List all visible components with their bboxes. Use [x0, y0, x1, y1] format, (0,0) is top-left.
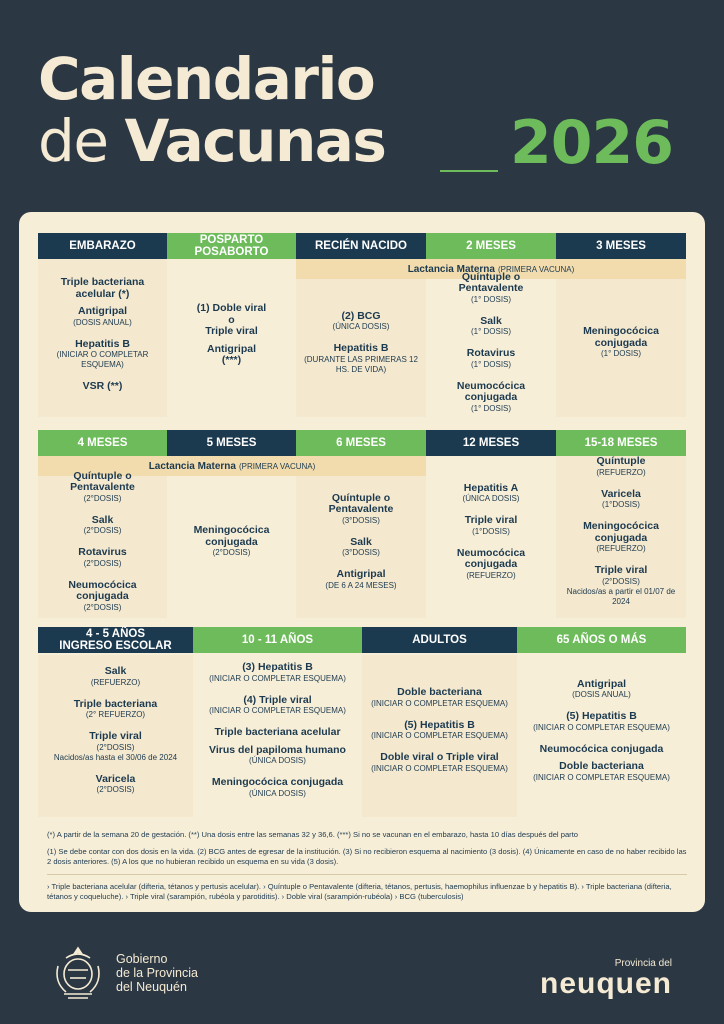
- vaccine-dose: (2° REFUERZO): [85, 710, 146, 719]
- vaccine-name: Triple bacteriana: [73, 697, 158, 710]
- header-5-meses: 5 MESES: [167, 430, 296, 456]
- vaccine-item: [342, 537, 380, 564]
- vaccine-name: Doble viral o Triple viral: [380, 751, 499, 764]
- vaccine-item: [54, 731, 177, 768]
- vaccine-name: (3) Hepatitis B: [242, 661, 313, 674]
- header-2-meses: 2 MESES: [426, 233, 556, 259]
- vaccine-dose: (2°DOSIS): [83, 558, 122, 568]
- vaccine-name: Antigripal (***): [207, 342, 256, 367]
- vaccine-item: [209, 662, 346, 689]
- province-logo: [540, 958, 672, 999]
- vaccine-dose: (2°DOSIS): [83, 493, 122, 503]
- vaccine-name: Salk: [350, 535, 372, 548]
- vaccine-dose: (INICIAR O COMPLETAR ESQUEMA): [533, 772, 670, 782]
- vaccine-item: [533, 761, 670, 788]
- title-line-2: [38, 107, 386, 175]
- vaccine-item: [44, 580, 161, 618]
- vaccine-item: [601, 489, 641, 516]
- vaccine-item: [432, 548, 550, 586]
- vaccine-dose: (1° DOSIS): [470, 294, 512, 304]
- vaccine-dose: (INICIAR O COMPLETAR ESQUEMA): [371, 698, 508, 708]
- vaccine-item: [212, 777, 343, 804]
- vaccine-dose: (2°DOSIS): [212, 548, 251, 557]
- government-logo: [52, 944, 198, 1002]
- header-adultos: ADULTOS: [362, 627, 517, 653]
- vaccine-name: Triple viral: [89, 730, 142, 742]
- vaccine-item: [209, 745, 346, 772]
- vaccine-dose: (DURANTE LAS PRIMERAS 12 HS. DE VIDA): [304, 354, 418, 374]
- vaccine-item: [371, 687, 508, 714]
- vaccine-dose: (ÚNICA DOSIS): [249, 756, 306, 766]
- vaccine-name: (4) Triple viral: [243, 693, 312, 706]
- title-vacunas: Vacunas: [124, 107, 386, 175]
- vaccine-item: [78, 547, 126, 574]
- note-2: (1) Se debe contar con dos dosis en la vida. (2) BCG antes de egresar de la institución. (3) Si no recibieron esquema al nacimiento (3 dosis). (4) Únicamente en caso de no haber recibido las 2 dosis anteriores. (5) A los que no hubieran recibido un esquema en su vida (3 dosis).: [47, 847, 687, 866]
- vaccine-dose: (ÚNICA DOSIS): [462, 494, 520, 503]
- vaccine-dose: (REFUERZO): [596, 467, 646, 477]
- vaccine-item: [173, 525, 290, 563]
- vaccine-item: [533, 711, 670, 738]
- vaccine-name: (5) Hepatitis B: [566, 710, 637, 722]
- vaccine-item: [432, 272, 550, 310]
- vaccine-dose: (REFUERZO): [466, 570, 516, 580]
- vaccine-name: Varicela: [601, 487, 641, 500]
- vaccine-name: Salk: [91, 513, 114, 526]
- header-3-meses: 3 MESES: [556, 233, 686, 259]
- vaccine-name: Quíntuple o Pentavalente: [70, 469, 135, 493]
- vaccine-name: Triple bacteriana acelular: [214, 726, 341, 739]
- vaccine-dose: (2°DOSIS): [83, 526, 122, 535]
- header-4-meses: 4 MESES: [38, 430, 167, 456]
- vaccine-name: Neumocócica conjugada: [456, 379, 526, 403]
- vaccine-name: Quíntuple o Pentavalente: [458, 270, 524, 294]
- vaccine-item: [209, 695, 346, 722]
- vaccine-dose: (DE 6 A 24 MESES): [325, 580, 397, 590]
- vaccine-item: [44, 277, 161, 300]
- vaccine-dose: (1° DOSIS): [600, 349, 642, 358]
- page-title: [38, 45, 386, 175]
- vaccine-dose: (INICIAR O COMPLETAR ESQUEMA): [209, 673, 346, 683]
- vaccine-item: [83, 381, 123, 393]
- vaccine-name: Antigripal: [336, 568, 386, 580]
- vaccine-dose: (1°DOSIS): [602, 500, 640, 510]
- vaccine-name: Meningocócica conjugada: [583, 520, 659, 544]
- vaccine-name: (5) Hepatitis B: [404, 718, 475, 731]
- cell-15-18-meses: [556, 456, 686, 618]
- vaccine-dose: (DOSIS ANUAL): [572, 690, 631, 699]
- vaccine-name: Doble bacteriana: [559, 760, 644, 772]
- header-4-5-anos: 4 - 5 AÑOS INGRESO ESCOLAR: [38, 627, 193, 653]
- header-65-anos: 65 AÑOS O MÁS: [517, 627, 686, 653]
- vaccine-dose: (INICIAR O COMPLETAR ESQUEMA): [56, 350, 149, 370]
- vaccine-name: Neumocócica conjugada: [539, 742, 664, 755]
- vaccine-name: Triple viral: [464, 514, 518, 526]
- vaccine-dose: (3°DOSIS): [342, 515, 380, 525]
- vaccine-name: Salk: [104, 665, 127, 677]
- cell-5-meses: [167, 476, 296, 618]
- title-line-1: Calendario: [38, 45, 375, 113]
- vaccine-name: Virus del papiloma humano: [209, 743, 346, 756]
- vaccine-item: [302, 493, 420, 531]
- cell-recien-nacido: [296, 279, 426, 417]
- vaccine-item: [562, 521, 680, 559]
- vaccine-name: Hepatitis A: [463, 481, 519, 494]
- vaccine-item: [91, 666, 140, 693]
- lactancia-note: (PRIMERA VACUNA): [238, 461, 316, 471]
- vaccine-item: [562, 565, 680, 612]
- vaccine-dose: (2°DOSIS): [96, 785, 135, 794]
- vaccine-item: [197, 303, 266, 338]
- vaccine-dose: (REFUERZO): [596, 544, 646, 554]
- vaccine-dose: (1°DOSIS): [472, 526, 510, 536]
- lactancia-note: (PRIMERA VACUNA): [497, 264, 575, 274]
- cell-posparto: [167, 259, 296, 417]
- government-name: [116, 952, 198, 994]
- vaccine-name: (2) BCG: [341, 309, 381, 322]
- vaccine-dose: (3°DOSIS): [342, 548, 380, 557]
- vaccine-item: [73, 306, 132, 333]
- vaccine-name: Neumocócica conjugada: [68, 578, 137, 602]
- vaccine-item: [467, 348, 515, 375]
- vaccine-name: Meningocócica conjugada: [211, 776, 344, 789]
- vaccine-item: [44, 339, 161, 376]
- vaccine-name: Rotavirus: [78, 546, 127, 558]
- vaccine-dose: (ÚNICA DOSIS): [332, 322, 390, 331]
- cell-10-11-anos: [193, 655, 362, 817]
- vaccine-dose: (1° DOSIS): [470, 359, 512, 369]
- vaccine-name: Rotavirus: [466, 347, 516, 359]
- province-label: Provincia del: [614, 958, 672, 969]
- title-de: de: [38, 107, 125, 175]
- title-year: 2026: [510, 108, 673, 178]
- vaccine-dose: (2°DOSIS): [83, 602, 122, 612]
- coat-of-arms-icon: [52, 944, 104, 1002]
- vaccine-name: Quíntuple: [596, 455, 646, 468]
- cell-65-anos: [517, 655, 686, 817]
- vaccine-dose: (1° DOSIS): [470, 403, 512, 413]
- vaccine-item: [371, 752, 508, 779]
- gov-line-3: del Neuquén: [116, 980, 187, 994]
- header-6-meses: 6 MESES: [296, 430, 426, 456]
- header-12-meses: 12 MESES: [426, 430, 556, 456]
- header-10-11-anos: 10 - 11 AÑOS: [193, 627, 362, 653]
- note-3: › Triple bacteriana acelular (difteria, tétanos y pertusis acelular). › Quíntuple o Pentavalente (difteria, tétanos, pertusis, haemophilus influenzae b y hepatitis B). › Triple bacteriana (difteria, tétanos y coqueluche). › Triple viral (sarampión, rubéola y parotiditis). › Doble viral (sarampión-rubéola) › BCG (tuberculosis): [47, 882, 672, 901]
- cell-3-meses: [556, 279, 686, 417]
- cell-12-meses: [426, 456, 556, 618]
- vaccine-item: [207, 344, 256, 367]
- vaccine-name: Varicela: [95, 772, 136, 785]
- vaccine-name: Meningocócica conjugada: [583, 325, 659, 349]
- cell-6-meses: [296, 476, 426, 618]
- vaccine-item: [371, 720, 508, 747]
- neuquen-logo: neuquen: [540, 967, 672, 1000]
- vaccine-dose: (INICIAR O COMPLETAR ESQUEMA): [533, 722, 670, 732]
- vaccine-name: Doble bacteriana: [397, 686, 482, 699]
- vaccine-name: Quíntuple o Pentavalente: [328, 491, 394, 515]
- vaccine-item: [84, 515, 122, 542]
- vaccine-dose: (ÚNICA DOSIS): [249, 788, 306, 798]
- vaccine-name: Triple viral: [594, 564, 648, 577]
- note-1: (*) A partir de la semana 20 de gestación. (**) Una dosis entre las semanas 32 y 36,6. (***) Si no se vacunan en el embarazo, hasta 10 días después del parto: [47, 830, 579, 839]
- cell-2-meses: [426, 270, 556, 417]
- vaccine-dose: (REFUERZO): [90, 677, 141, 687]
- vaccine-name: Neumocócica conjugada: [456, 546, 526, 570]
- header-15-18-meses: 15-18 MESES: [556, 430, 686, 456]
- header-posparto: POSPARTO POSABORTO: [167, 233, 296, 259]
- header-recien-nacido: RECIÉN NACIDO: [296, 233, 426, 259]
- vaccine-dose: (2°DOSIS) Nacidos/as a partir el 01/07 de 2024: [566, 576, 676, 606]
- vaccine-item: [471, 316, 511, 343]
- section-3: [38, 627, 686, 817]
- vaccine-item: [465, 515, 518, 542]
- vaccine-dose: (2°DOSIS) Nacidos/as hasta el 30/06 de 2024: [53, 742, 178, 762]
- cell-ingreso-escolar: [38, 655, 193, 817]
- vaccine-name: Hepatitis B: [75, 337, 130, 350]
- vaccine-dose: (1° DOSIS): [470, 327, 512, 336]
- vaccine-item: [44, 471, 161, 509]
- vaccine-name: VSR (**): [82, 380, 123, 393]
- vaccine-name: Hepatitis B: [333, 342, 389, 354]
- vaccine-item: [214, 727, 340, 739]
- gov-line-1: Gobierno: [116, 952, 168, 966]
- title-divider: [440, 170, 498, 172]
- vaccine-item: [432, 381, 550, 419]
- vaccine-item: [333, 311, 390, 338]
- vaccine-name: Antigripal: [78, 305, 127, 318]
- cell-4-meses: [38, 469, 167, 618]
- lactancia-label: Lactancia Materna: [407, 263, 495, 275]
- header-embarazo: EMBARAZO: [38, 233, 167, 259]
- vaccine-name: Meningocócica conjugada: [193, 524, 270, 548]
- vaccine-name: Triple bacteriana acelular (*): [60, 276, 145, 300]
- vaccine-name: Salk: [480, 314, 502, 327]
- vaccine-item: [540, 744, 664, 756]
- section-1: [38, 233, 686, 417]
- vaccine-item: [325, 569, 396, 596]
- vaccine-name: (1) Doble viral o Triple viral: [196, 302, 267, 338]
- lactancia-label: Lactancia Materna: [148, 460, 236, 472]
- vaccine-dose: (DOSIS ANUAL): [73, 317, 132, 327]
- vaccine-item: [562, 326, 680, 364]
- cell-embarazo: [38, 259, 167, 417]
- vaccine-dose: (INICIAR O COMPLETAR ESQUEMA): [209, 706, 346, 716]
- vaccine-dose: (INICIAR O COMPLETAR ESQUEMA): [371, 763, 508, 773]
- vaccine-item: [74, 699, 157, 726]
- vaccine-item: [463, 483, 520, 510]
- notes-divider: [47, 874, 687, 875]
- section-2: [38, 430, 686, 618]
- cell-adultos: [362, 655, 517, 817]
- vaccine-item: [572, 679, 631, 706]
- gov-line-2: de la Provincia: [116, 966, 198, 980]
- vaccine-item: [302, 343, 420, 380]
- vaccine-item: [96, 774, 136, 801]
- vaccine-name: Antigripal: [577, 677, 626, 690]
- vaccine-item: [596, 456, 645, 483]
- vaccine-dose: (INICIAR O COMPLETAR ESQUEMA): [371, 731, 508, 741]
